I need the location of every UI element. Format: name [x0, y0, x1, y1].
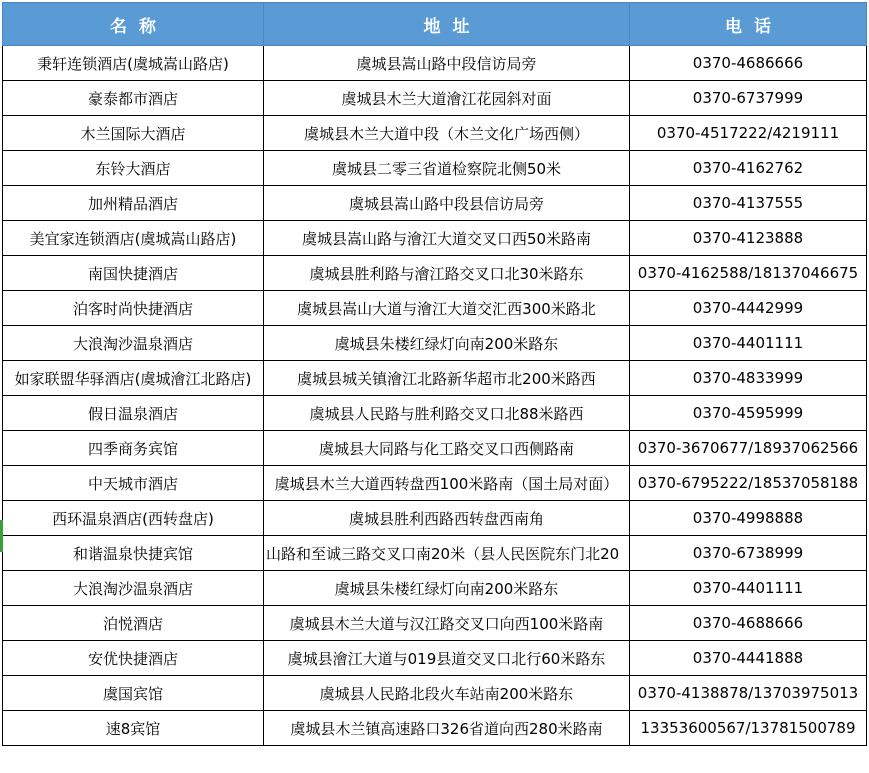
table-row [3, 46, 867, 81]
header-name[interactable]: 名称 [3, 3, 264, 46]
cell-name[interactable]: 和谐温泉快捷宾馆 [3, 536, 264, 571]
cell-name[interactable]: 秉轩连锁酒店(虞城嵩山路店) [3, 46, 264, 81]
header-address[interactable]: 地址 [264, 3, 630, 46]
cell-address[interactable]: 山路和至诚三路交叉口南20米（县人民医院东门北20 [264, 536, 630, 571]
cell-address[interactable]: 虞城县木兰大道与汉江路交叉口向西100米路南 [264, 606, 630, 641]
cell-address[interactable]: 虞城县木兰大道西转盘西100米路南（国土局对面） [264, 466, 630, 501]
cell-name[interactable]: 美宜家连锁酒店(虞城嵩山路店) [3, 221, 264, 256]
table-row [3, 186, 867, 221]
cell-address[interactable]: 虞城县二零三省道检察院北侧50米 [264, 151, 630, 186]
table-row [3, 221, 867, 256]
table-row [3, 641, 867, 676]
cell-address[interactable]: 虞城县木兰大道中段（木兰文化广场西侧） [264, 116, 630, 151]
cell-address[interactable]: 虞城县嵩山路中段县信访局旁 [264, 186, 630, 221]
table-row [3, 396, 867, 431]
table-row [3, 291, 867, 326]
table-row [3, 81, 867, 116]
cell-phone[interactable]: 0370-4517222/4219111 [630, 116, 867, 151]
cell-phone[interactable]: 0370-6738999 [630, 536, 867, 571]
table-row [3, 676, 867, 711]
cell-phone[interactable]: 0370-4595999 [630, 396, 867, 431]
table-row [3, 606, 867, 641]
cell-phone[interactable]: 0370-6795222/18537058188 [630, 466, 867, 501]
cell-phone[interactable]: 0370-4998888 [630, 501, 867, 536]
cell-address[interactable]: 虞城县胜利西路西转盘西南角 [264, 501, 630, 536]
table-row [3, 711, 867, 746]
cell-phone[interactable]: 0370-4442999 [630, 291, 867, 326]
cell-address[interactable]: 虞城县嵩山路与澮江大道交叉口西50米路南 [264, 221, 630, 256]
cell-phone[interactable]: 0370-4688666 [630, 606, 867, 641]
cell-address[interactable]: 虞城县澮江大道与019县道交叉口北行60米路东 [264, 641, 630, 676]
cell-phone[interactable]: 0370-4123888 [630, 221, 867, 256]
cell-phone[interactable]: 0370-4162762 [630, 151, 867, 186]
table-row [3, 256, 867, 291]
table-body [3, 46, 867, 746]
header-row [3, 3, 867, 46]
cell-name[interactable]: 木兰国际大酒店 [3, 116, 264, 151]
cell-phone[interactable]: 0370-4162588/18137046675 [630, 256, 867, 291]
cell-phone[interactable]: 0370-4441888 [630, 641, 867, 676]
cell-name[interactable]: 如家联盟华驿酒店(虞城澮江北路店) [3, 361, 264, 396]
cell-phone[interactable]: 0370-4401111 [630, 571, 867, 606]
cell-address[interactable]: 虞城县嵩山大道与澮江大道交汇西300米路北 [264, 291, 630, 326]
cell-name[interactable]: 南国快捷酒店 [3, 256, 264, 291]
cell-marker [0, 520, 3, 552]
table-row [3, 116, 867, 151]
table-row [3, 501, 867, 536]
table-row [3, 361, 867, 396]
table-row [3, 466, 867, 501]
cell-name[interactable]: 东铃大酒店 [3, 151, 264, 186]
cell-name[interactable]: 速8宾馆 [3, 711, 264, 746]
cell-phone[interactable]: 0370-3670677/18937062566 [630, 431, 867, 466]
cell-name[interactable]: 四季商务宾馆 [3, 431, 264, 466]
cell-phone[interactable]: 0370-4401111 [630, 326, 867, 361]
cell-phone[interactable]: 13353600567/13781500789 [630, 711, 867, 746]
cell-name[interactable]: 中天城市酒店 [3, 466, 264, 501]
spreadsheet [0, 2, 869, 773]
cell-address[interactable]: 虞城县城关镇澮江北路新华超市北200米路西 [264, 361, 630, 396]
table-row [3, 151, 867, 186]
cell-phone[interactable]: 0370-6737999 [630, 81, 867, 116]
cell-phone[interactable]: 0370-4138878/13703975013 [630, 676, 867, 711]
cell-name[interactable]: 虞国宾馆 [3, 676, 264, 711]
table-row [3, 431, 867, 466]
cell-phone[interactable]: 0370-4137555 [630, 186, 867, 221]
cell-name[interactable]: 加州精品酒店 [3, 186, 264, 221]
cell-name[interactable]: 西环温泉酒店(西转盘店) [3, 501, 264, 536]
cell-address[interactable]: 虞城县朱楼红绿灯向南200米路东 [264, 326, 630, 361]
cell-address[interactable]: 虞城县人民路与胜利路交叉口北88米路西 [264, 396, 630, 431]
cell-address[interactable]: 虞城县人民路北段火车站南200米路东 [264, 676, 630, 711]
hotel-table [2, 2, 867, 746]
cell-name[interactable]: 大浪淘沙温泉酒店 [3, 326, 264, 361]
table-row [3, 326, 867, 361]
cell-name[interactable]: 假日温泉酒店 [3, 396, 264, 431]
cell-phone[interactable]: 0370-4686666 [630, 46, 867, 81]
cell-address[interactable]: 虞城县胜利路与澮江路交叉口北30米路东 [264, 256, 630, 291]
table-row [3, 536, 867, 571]
cell-name[interactable]: 大浪淘沙温泉酒店 [3, 571, 264, 606]
table-row [3, 571, 867, 606]
cell-address[interactable]: 虞城县朱楼红绿灯向南200米路东 [264, 571, 630, 606]
cell-name[interactable]: 泊客时尚快捷酒店 [3, 291, 264, 326]
cell-address[interactable]: 虞城县木兰大道澮江花园斜对面 [264, 81, 630, 116]
cell-name[interactable]: 豪泰都市酒店 [3, 81, 264, 116]
cell-address[interactable]: 虞城县大同路与化工路交叉口西侧路南 [264, 431, 630, 466]
cell-address[interactable]: 虞城县嵩山路中段信访局旁 [264, 46, 630, 81]
cell-phone[interactable]: 0370-4833999 [630, 361, 867, 396]
cell-name[interactable]: 泊悦酒店 [3, 606, 264, 641]
cell-address[interactable]: 虞城县木兰镇高速路口326省道向西280米路南 [264, 711, 630, 746]
cell-name[interactable]: 安优快捷酒店 [3, 641, 264, 676]
header-phone[interactable]: 电话 [630, 3, 867, 46]
